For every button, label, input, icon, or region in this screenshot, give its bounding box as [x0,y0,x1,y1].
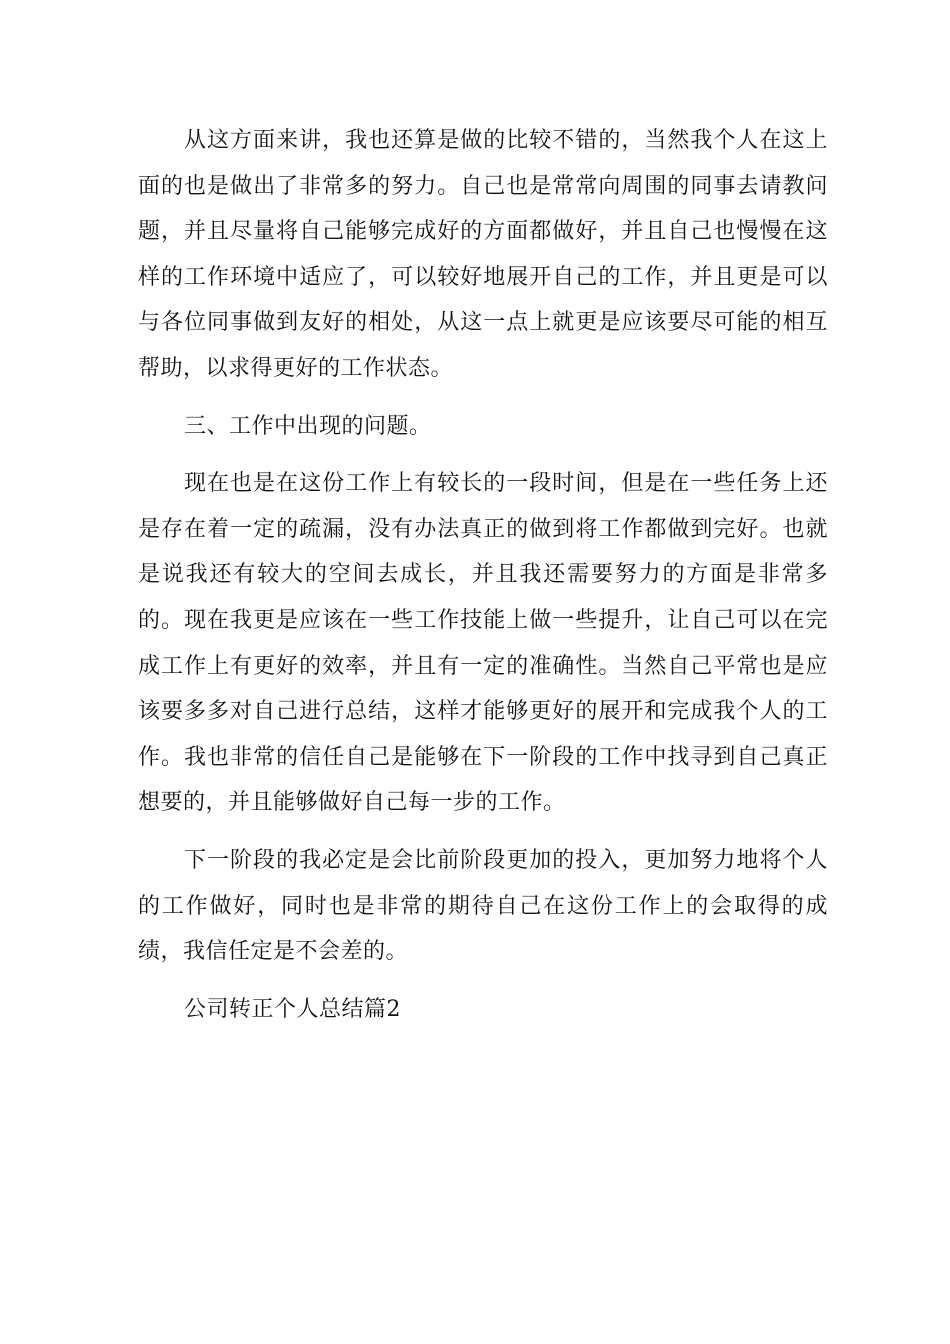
document-page [138,118,828,1044]
section-heading-problems: 三、工作中出现的问题。 [184,413,432,439]
paragraph-1: 从这方面来讲，我也还算是做的比较不错的，当然我个人在这上面的也是做出了非常多的努力。自己也是常常向周围的同事去请教问题，并且尽量将自己能够完成好的方面都做好，并且自己也慢慢在这样的工作环境中适应了，可以较好地展开自己的工作，并且更是可以与各位同事做到友好的相处，从这一点上就更是应该要尽可能的相互帮助，以求得更好的工作状态。 [138,128,828,381]
paragraph-3: 下一阶段的我必定是会比前阶段更加的投入，更加努力地将个人的工作做好，同时也是非常的期待自己在这份工作上的会取得的成绩，我信任定是不会差的。 [138,847,828,965]
section-heading-part-2: 公司转正个人总结篇2 [184,996,401,1022]
paragraph-2: 现在也是在这份工作上有较长的一段时间，但是在一些任务上还是存在着一定的疏漏，没有办法真正的做到将工作都做到完好。也就是说我还有较大的空间去成长，并且我还需要努力的方面是非常多的。现在我更是应该在一些工作技能上做一些提升，让自己可以在完成工作上有更好的效率，并且有一定的准确性。当然自己平常也是应该要多多对自己进行总结，这样才能够更好的展开和完成我个人的工作。我也非常的信任自己是能够在下一阶段的工作中找寻到自己真正想要的，并且能够做好自己每一步的工作。 [138,471,828,816]
